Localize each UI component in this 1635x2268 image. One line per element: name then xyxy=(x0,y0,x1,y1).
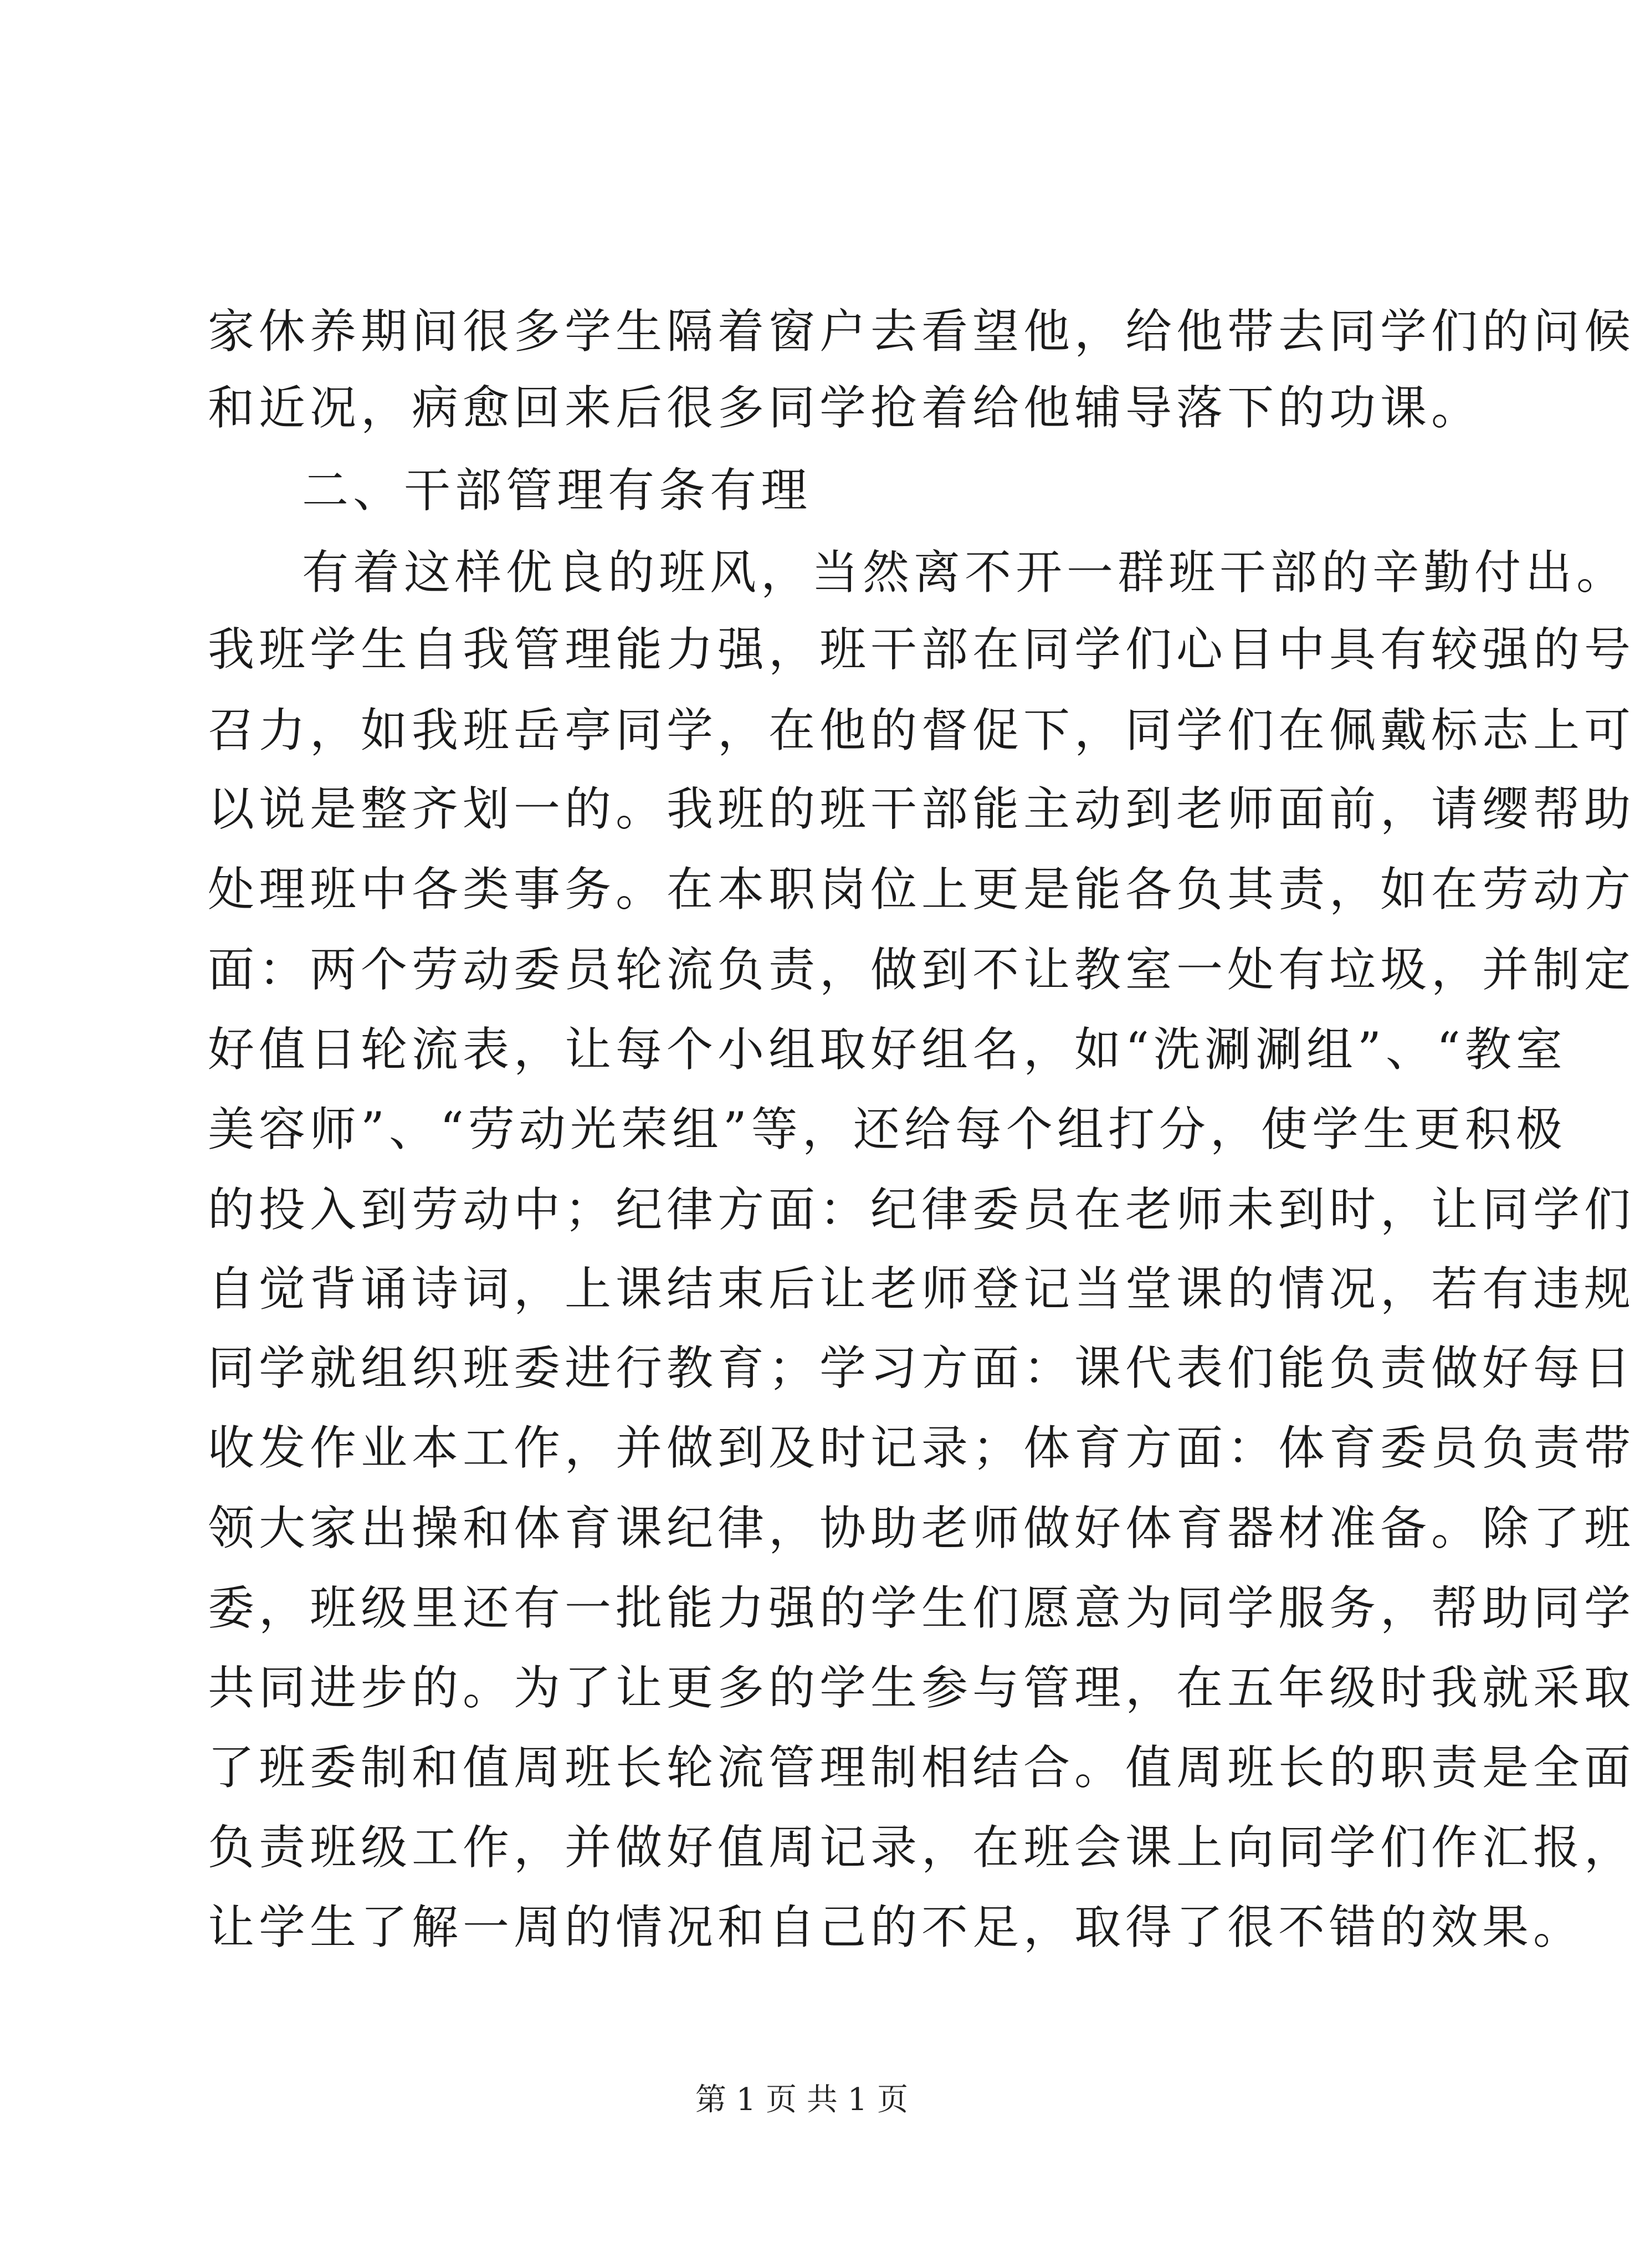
text-line-12: 的投入到劳动中；纪律方面：纪律委员在老师未到时，让同学们 xyxy=(208,1182,1635,1237)
text-line-18: 共同进步的。为了让更多的学生参与管理，在五年级时我就采取 xyxy=(208,1661,1635,1715)
section-heading: 二、干部管理有条有理 xyxy=(302,463,812,518)
text-line-16: 领大家出操和体育课纪律，协助老师做好体育器材准备。除了班 xyxy=(208,1501,1635,1555)
page-number-footer: 第 1 页 共 1 页 xyxy=(695,2082,909,2118)
text-line-15: 收发作业本工作，并做到及时记录；体育方面：体育委员负责带 xyxy=(208,1421,1635,1475)
text-line-6: 召力，如我班岳亭同学，在他的督促下，同学们在佩戴标志上可 xyxy=(208,703,1635,757)
text-line-11: 美容师”、“劳动光荣组”等，还给每个组打分，使学生更积极 xyxy=(208,1102,1567,1156)
text-line-10: 好值日轮流表，让每个小组取好组名，如“洗涮涮组”、“教室 xyxy=(208,1022,1567,1077)
text-line-5: 我班学生自我管理能力强，班干部在同学们心目中具有较强的号 xyxy=(208,622,1635,677)
text-line-14: 同学就组织班委进行教育；学习方面：课代表们能负责做好每日 xyxy=(208,1341,1635,1395)
text-line-2: 和近况，病愈回来后很多同学抢着给他辅导落下的功课。 xyxy=(208,381,1483,435)
text-line-8: 处理班中各类事务。在本职岗位上更是能各负其责，如在劳动方 xyxy=(208,862,1635,917)
text-line-20: 负责班级工作，并做好值周记录，在班会课上向同学们作汇报， xyxy=(208,1820,1635,1875)
text-line-9: 面：两个劳动委员轮流负责，做到不让教室一处有垃圾，并制定 xyxy=(208,943,1635,997)
text-line-13: 自觉背诵诗词，上课结束后让老师登记当堂课的情况，若有违规 xyxy=(208,1262,1635,1316)
text-line-7: 以说是整齐划一的。我班的班干部能主动到老师面前，请缨帮助 xyxy=(208,782,1635,836)
text-line-4: 有着这样优良的班风，当然离不开一群班干部的辛勤付出。 xyxy=(302,545,1628,600)
text-line-1: 家休养期间很多学生隔着窗户去看望他，给他带去同学们的问候 xyxy=(208,304,1635,359)
text-line-21: 让学生了解一周的情况和自己的不足，取得了很不错的效果。 xyxy=(208,1900,1585,1954)
text-line-17: 委，班级里还有一批能力强的学生们愿意为同学服务，帮助同学 xyxy=(208,1581,1635,1635)
text-line-19: 了班委制和值周班长轮流管理制相结合。值周班长的职责是全面 xyxy=(208,1740,1635,1795)
